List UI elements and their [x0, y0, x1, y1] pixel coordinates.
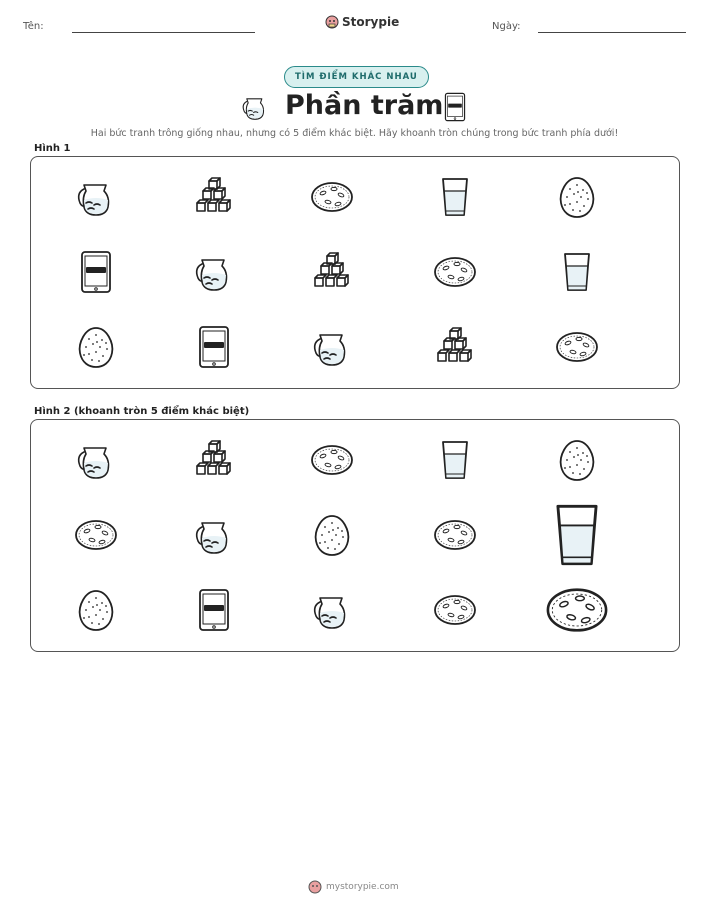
instructions: Hai bức tranh trông giống nhau, nhưng có 5 điểm khác biệt. Hãy khoanh tròn chúng trong bức tranh phía dưới!: [90, 128, 619, 139]
pitcher-icon[interactable]: [310, 325, 354, 369]
storypie-mascot-icon: [308, 880, 322, 894]
glass-icon[interactable]: [433, 175, 477, 219]
cookie-icon[interactable]: [555, 325, 599, 369]
cookie-icon[interactable]: [310, 175, 354, 219]
pitcher-icon[interactable]: [310, 588, 354, 632]
egg-icon[interactable]: [74, 325, 118, 369]
brand-logo: [325, 15, 399, 29]
date-line[interactable]: [538, 32, 686, 33]
egg-icon[interactable]: [310, 513, 354, 557]
cookie-icon[interactable]: [433, 513, 477, 557]
pitcher-icon[interactable]: [192, 250, 236, 294]
title-pitcher-icon: [240, 92, 270, 122]
sugar-cubes-icon[interactable]: [192, 438, 236, 482]
tablet-icon[interactable]: [192, 588, 236, 632]
activity-badge: TÌM ĐIỂM KHÁC NHAU: [284, 66, 429, 88]
page-title: Phần trăm: [285, 90, 444, 121]
title-tablet-icon: [440, 92, 470, 122]
cookie-icon[interactable]: [310, 438, 354, 482]
storypie-mascot-icon: [325, 15, 339, 29]
glass-icon[interactable]: [433, 438, 477, 482]
cookie-icon[interactable]: [433, 588, 477, 632]
egg-icon[interactable]: [74, 588, 118, 632]
picture2-label: Hình 2 (khoanh tròn 5 điểm khác biệt): [34, 406, 250, 417]
brand-name: Storypie: [342, 15, 400, 29]
sugar-cubes-icon[interactable]: [310, 250, 354, 294]
cookie-icon[interactable]: [545, 578, 609, 642]
date-label: Ngày:: [492, 21, 521, 32]
tablet-icon[interactable]: [192, 325, 236, 369]
name-label: Tên:: [23, 21, 44, 32]
tablet-icon[interactable]: [74, 250, 118, 294]
footer: [308, 880, 399, 894]
name-line[interactable]: [72, 32, 255, 33]
egg-icon[interactable]: [555, 175, 599, 219]
footer-url: mystorypie.com: [326, 882, 399, 892]
pitcher-icon[interactable]: [192, 513, 236, 557]
glass-icon[interactable]: [542, 500, 612, 570]
pitcher-icon[interactable]: [74, 438, 118, 482]
pitcher-icon[interactable]: [74, 175, 118, 219]
sugar-cubes-icon[interactable]: [433, 325, 477, 369]
glass-icon[interactable]: [555, 250, 599, 294]
picture2-panel[interactable]: [30, 419, 680, 652]
picture1-panel[interactable]: [30, 156, 680, 389]
picture1-label: Hình 1: [34, 143, 71, 154]
cookie-icon[interactable]: [433, 250, 477, 294]
sugar-cubes-icon[interactable]: [192, 175, 236, 219]
egg-icon[interactable]: [555, 438, 599, 482]
cookie-icon[interactable]: [74, 513, 118, 557]
